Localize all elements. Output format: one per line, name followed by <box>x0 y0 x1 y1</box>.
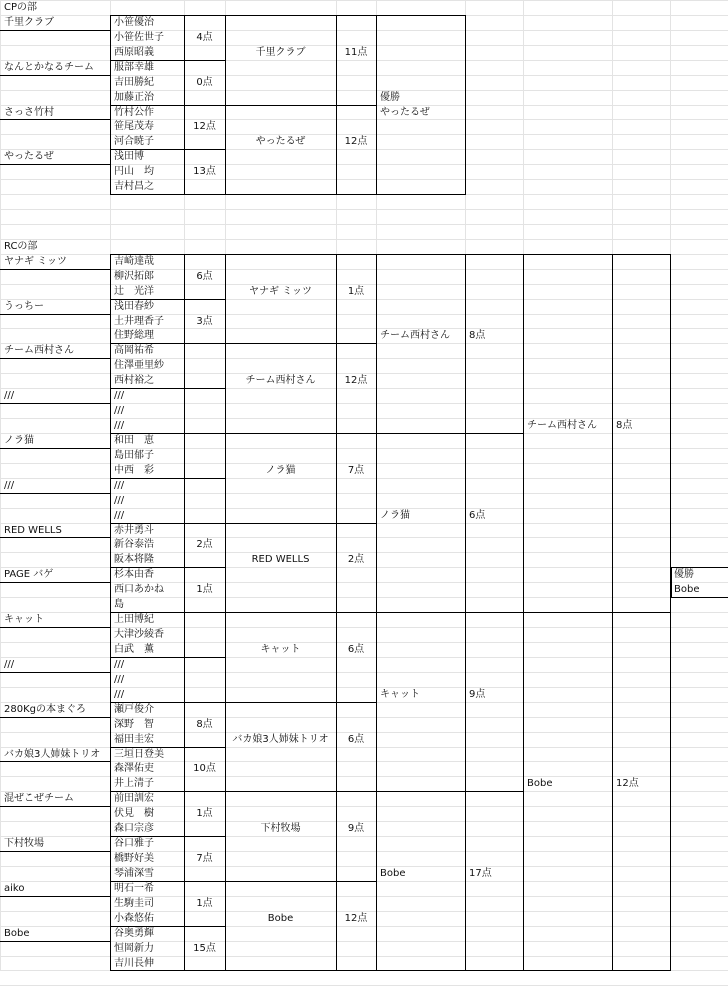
team-name: RED WELLS <box>4 525 62 536</box>
round2-team: ヤナギ ミッツ <box>249 286 312 297</box>
bracket-line <box>110 105 226 106</box>
team-points: 1点 <box>196 808 213 819</box>
bracket-line <box>0 493 111 494</box>
bracket-line <box>184 254 185 971</box>
team-points: 2点 <box>196 539 213 550</box>
member-name: 上田博紀 <box>114 614 154 625</box>
bracket-line <box>225 194 377 195</box>
member-name: 土井理香子 <box>114 316 164 327</box>
team-name: PAGE バゲ <box>4 569 54 580</box>
bracket-line <box>110 388 226 389</box>
bracket-line <box>0 582 111 583</box>
team-points: 4点 <box>196 32 213 43</box>
member-name: 住野総理 <box>114 330 154 341</box>
round3-points: 17点 <box>469 868 492 879</box>
member-name: 杉本由香 <box>114 569 154 580</box>
bracket-line <box>376 612 524 613</box>
bracket-line <box>0 896 111 897</box>
member-name: 浅田春紗 <box>114 301 154 312</box>
gridline <box>0 209 728 210</box>
bracket-line <box>110 194 226 195</box>
round4-team: Bobe <box>527 778 553 789</box>
round2-team: 下村牧場 <box>260 823 301 834</box>
member-name: 辻 光洋 <box>114 286 154 297</box>
member-name: 生駒圭司 <box>114 898 154 909</box>
bracket-line <box>376 254 524 255</box>
round3-points: 8点 <box>469 330 486 341</box>
round2-team: RED WELLS <box>251 554 310 565</box>
round3-points: 6点 <box>469 510 486 521</box>
bracket-line <box>225 612 377 613</box>
team-name: バカ娘3人姉妹トリオ <box>4 749 101 760</box>
team-points: 15点 <box>193 943 216 954</box>
round2-points: 7点 <box>347 465 365 476</box>
bracket-line <box>0 358 111 359</box>
bracket-line <box>110 523 226 524</box>
member-name: 瀬戸俊介 <box>114 704 154 715</box>
bracket-line <box>110 791 226 792</box>
member-name: 深野 智 <box>114 719 154 730</box>
gridline <box>0 0 1 971</box>
bracket-line <box>376 15 377 195</box>
team-name: ノラ猫 <box>4 435 34 446</box>
bracket-line <box>523 612 671 613</box>
round2-points: 12点 <box>344 913 368 924</box>
member-name: 新谷泰浩 <box>114 539 154 550</box>
team-name: ヤナギ ミッツ <box>4 256 67 267</box>
member-name: 谷奥勇輝 <box>114 928 154 939</box>
bracket-line <box>110 836 226 837</box>
round2-points: 6点 <box>347 734 365 745</box>
member-name: 吉崎達哉 <box>114 256 154 267</box>
team-points: 1点 <box>196 898 213 909</box>
member-name: /// <box>114 405 125 416</box>
member-name: 伏見 樹 <box>114 808 154 819</box>
member-name: 福田圭宏 <box>114 734 154 745</box>
bracket-line <box>0 941 111 942</box>
member-name: 森口宗彦 <box>114 823 154 834</box>
round2-team: キャット <box>260 644 301 655</box>
round3-points: 9点 <box>469 689 486 700</box>
team-points: 8点 <box>196 719 213 730</box>
round3-team: Bobe <box>380 868 406 879</box>
bracket-line <box>225 15 377 16</box>
final-winner: やったるぜ <box>380 107 430 118</box>
member-name: /// <box>114 480 125 491</box>
round4-points: 12点 <box>616 778 639 789</box>
round2-points: 9点 <box>347 823 365 834</box>
bracket-line <box>0 627 111 628</box>
member-name: 西原昭義 <box>114 47 154 58</box>
bracket-line <box>670 567 672 598</box>
bracket-line <box>110 433 226 434</box>
bracket-line <box>110 149 226 150</box>
team-name: 280Kgの本まぐろ <box>4 704 86 715</box>
round2-team: ノラ猫 <box>265 465 296 476</box>
member-name: 西村裕之 <box>114 375 154 386</box>
bracket-line <box>0 672 111 673</box>
bracket-line <box>110 254 111 971</box>
bracket-line <box>110 881 226 882</box>
team-points: 13点 <box>193 166 216 177</box>
bracket-line <box>612 254 613 971</box>
final-winner: Bobe <box>674 584 700 595</box>
member-name: 森澤佑吏 <box>114 763 154 774</box>
round2-points: 11点 <box>344 47 368 58</box>
member-name: 加藤正治 <box>114 92 154 103</box>
bracket-line <box>336 254 337 971</box>
bracket-line <box>0 806 111 807</box>
bracket-line <box>0 537 111 538</box>
round2-team: バカ娘3人姉妹トリオ <box>232 734 329 745</box>
bracket-line <box>225 343 377 344</box>
bracket-line <box>225 791 377 792</box>
member-name: 西口あかね <box>114 584 164 595</box>
team-name: /// <box>4 480 15 491</box>
team-points: 3点 <box>196 316 213 327</box>
bracket-line <box>225 881 377 882</box>
member-name: 浅田博 <box>114 151 144 162</box>
bracket-line <box>225 433 377 434</box>
team-name: なんとかなるチーム <box>4 62 94 73</box>
bracket-line <box>110 343 226 344</box>
member-name: 明石一希 <box>114 883 154 894</box>
member-name: /// <box>114 674 125 685</box>
section-title: RCの部 <box>4 241 38 252</box>
bracket-line <box>376 194 466 195</box>
member-name: 河合暁子 <box>114 136 154 147</box>
bracket-line <box>110 612 226 613</box>
bracket-line <box>465 15 466 195</box>
team-name: 混ぜこぜチーム <box>4 793 74 804</box>
member-name: 白武 薫 <box>114 644 154 655</box>
bracket-line <box>110 702 226 703</box>
team-name: /// <box>4 390 15 401</box>
member-name: /// <box>114 420 125 431</box>
bracket-line <box>523 254 671 255</box>
bracket-line <box>376 15 466 16</box>
section-title: CPの部 <box>4 2 38 13</box>
member-name: 谷口雅子 <box>114 838 154 849</box>
member-name: 中西 彩 <box>114 465 154 476</box>
team-points: 7点 <box>196 853 213 864</box>
team-points: 1点 <box>196 584 213 595</box>
bracket-line <box>0 30 111 31</box>
member-name: 円山 均 <box>114 166 154 177</box>
bracket-line <box>110 299 226 300</box>
member-name: 小笹優治 <box>114 17 154 28</box>
round2-team: チーム西村さん <box>245 375 316 386</box>
bracket-line <box>376 791 524 792</box>
bracket-line <box>670 567 728 568</box>
member-name: 住澤亜里紗 <box>114 360 164 371</box>
member-name: 井上清子 <box>114 778 154 789</box>
team-name: 千里クラブ <box>4 17 54 28</box>
bracket-line <box>336 15 337 195</box>
member-name: 恒岡新力 <box>114 943 154 954</box>
team-name: aiko <box>4 883 25 894</box>
member-name: 前田訓宏 <box>114 793 154 804</box>
member-name: 吉川長伸 <box>114 958 154 969</box>
bracket-line <box>465 254 466 971</box>
member-name: 吉村昌之 <box>114 181 154 192</box>
team-name: キャット <box>4 614 44 625</box>
team-name: チーム西村さん <box>4 345 74 356</box>
member-name: 竹村公作 <box>114 107 154 118</box>
bracket-line <box>110 747 226 748</box>
bracket-line <box>0 403 111 404</box>
bracket-line <box>0 717 111 718</box>
bracket-line <box>110 926 226 927</box>
round2-points: 6点 <box>347 644 365 655</box>
bracket-line <box>225 523 377 524</box>
round3-team: チーム西村さん <box>380 330 450 341</box>
round3-team: キャット <box>380 689 420 700</box>
bracket-line <box>110 60 226 61</box>
member-name: 笹尾茂寿 <box>114 121 154 132</box>
bracket-line <box>0 448 111 449</box>
member-name: /// <box>114 659 125 670</box>
team-points: 12点 <box>193 121 216 132</box>
team-name: やったるぜ <box>4 151 54 162</box>
final-label: 優勝 <box>380 92 400 103</box>
bracket-line <box>225 254 377 255</box>
gridline <box>0 224 728 225</box>
round2-points: 2点 <box>347 554 365 565</box>
bracket-line <box>0 164 111 165</box>
bracket-line <box>110 15 226 16</box>
member-name: 柳沢拓郎 <box>114 271 154 282</box>
bracket-line <box>110 254 226 255</box>
team-name: うっちー <box>4 301 44 312</box>
bracket-line <box>0 761 111 762</box>
team-name: さっさ竹村 <box>4 107 54 118</box>
member-name: 橋野好美 <box>114 853 154 864</box>
bracket-line <box>110 478 226 479</box>
member-name: 阪本将隆 <box>114 554 154 565</box>
bracket-line <box>225 105 377 106</box>
team-points: 6点 <box>196 271 213 282</box>
member-name: 島 <box>114 599 124 610</box>
bracket-line <box>110 567 226 568</box>
team-points: 10点 <box>193 763 216 774</box>
round2-points: 12点 <box>344 375 368 386</box>
team-points: 0点 <box>196 77 213 88</box>
round2-team: Bobe <box>267 913 294 924</box>
round2-points: 12点 <box>344 136 368 147</box>
member-name: 高岡祐希 <box>114 345 154 356</box>
member-name: 和田 恵 <box>114 435 154 446</box>
team-name: /// <box>4 659 15 670</box>
member-name: 小笹佐世子 <box>114 32 164 43</box>
bracket-line <box>0 269 111 270</box>
bracket-line <box>110 657 226 658</box>
round4-team: チーム西村さん <box>527 420 597 431</box>
member-name: /// <box>114 689 125 700</box>
bracket-line <box>0 119 111 120</box>
member-name: 小森悠佑 <box>114 913 154 924</box>
member-name: /// <box>114 495 125 506</box>
bracket-line <box>225 702 377 703</box>
round2-points: 1点 <box>347 286 365 297</box>
bracket-line <box>0 314 111 315</box>
member-name: 赤井勇斗 <box>114 525 154 536</box>
member-name: 三垣日登美 <box>114 749 164 760</box>
member-name: 吉田勝紀 <box>114 77 154 88</box>
round2-team: 千里クラブ <box>255 47 306 58</box>
round4-points: 8点 <box>616 420 633 431</box>
bracket-line <box>0 75 111 76</box>
bracket-line <box>376 433 524 434</box>
team-name: 下村牧場 <box>4 838 44 849</box>
member-name: /// <box>114 510 125 521</box>
bracket-line <box>0 851 111 852</box>
member-name: 島田郁子 <box>114 450 154 461</box>
final-label: 優勝 <box>674 569 694 580</box>
team-name: Bobe <box>4 928 30 939</box>
member-name: /// <box>114 390 125 401</box>
bracket-line <box>670 597 728 598</box>
member-name: 大津沙綾香 <box>114 629 164 640</box>
round2-team: やったるぜ <box>255 136 306 147</box>
member-name: 服部幸雄 <box>114 62 154 73</box>
bracket-line <box>670 254 671 971</box>
member-name: 琴浦深雪 <box>114 868 154 879</box>
round3-team: ノラ猫 <box>380 510 410 521</box>
